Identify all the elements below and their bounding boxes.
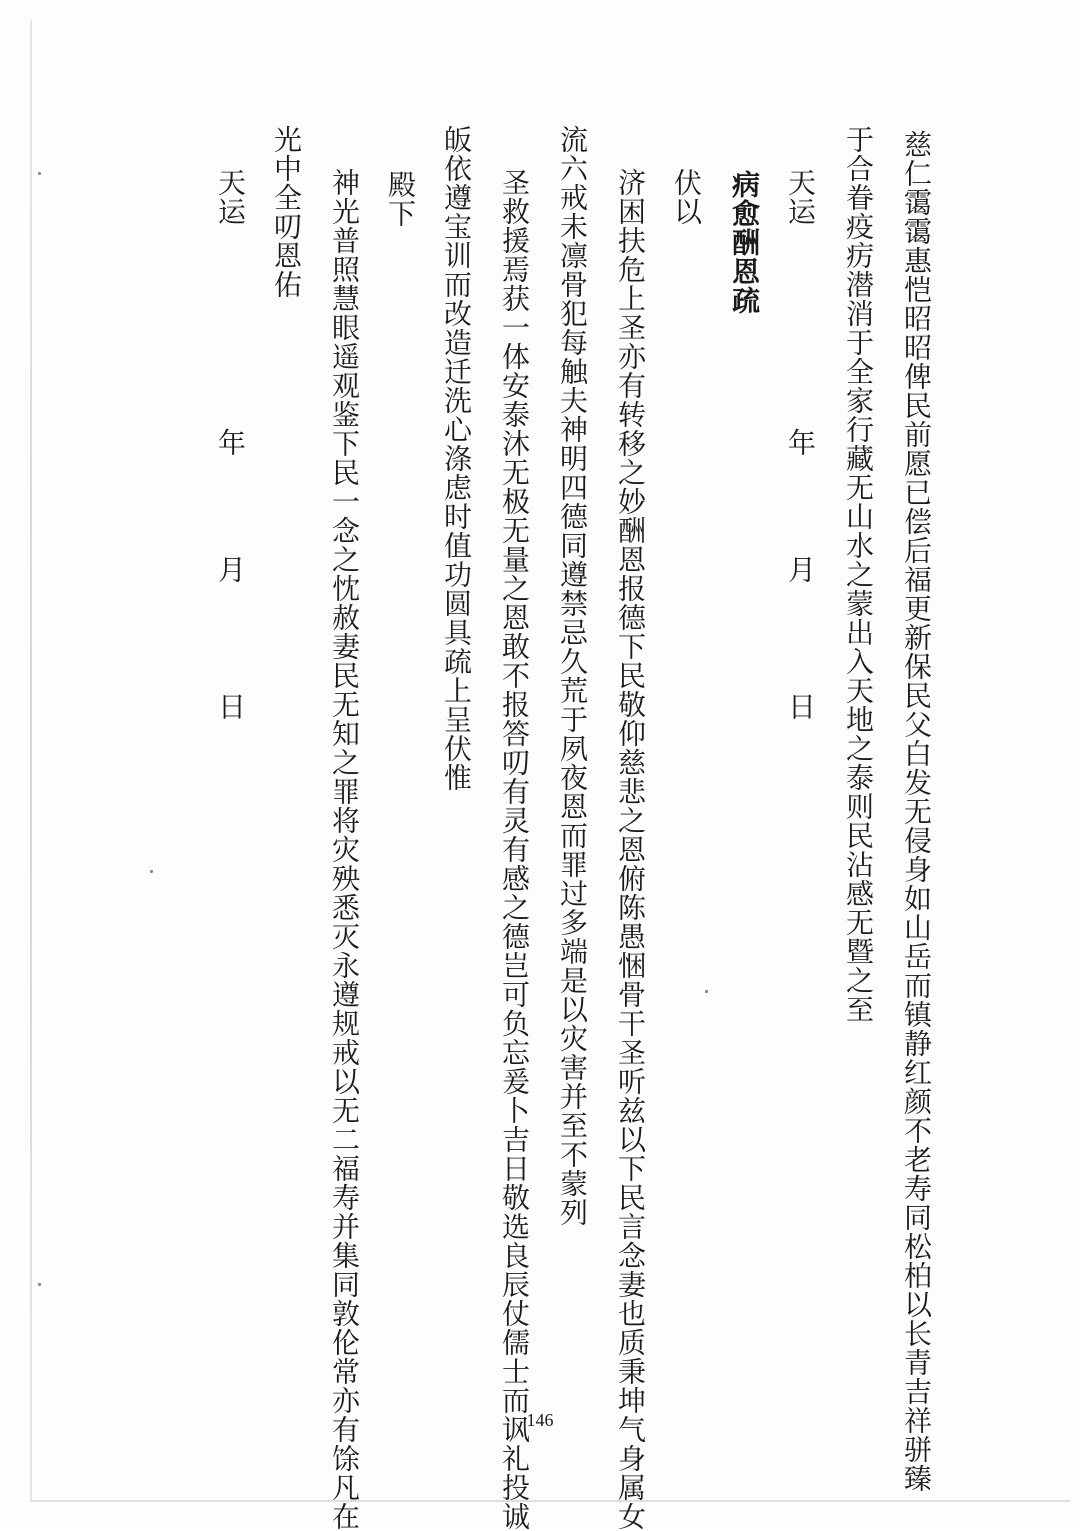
scan-speck xyxy=(705,990,708,993)
date-line-1-tianyun: 天运 xyxy=(784,168,817,226)
text-column-7: 神光普照慧眼遥观鉴下民一念之忱赦妻民无知之罪将灾殃悉灭永遵规戒以无二福寿并集同敦伦常亦有馀凡在 xyxy=(328,168,361,1531)
date-line-1-day: 日 xyxy=(784,692,817,720)
page-bottom-edge xyxy=(30,1500,1070,1502)
text-column-2: 于合眷疫疠潜消于全家行藏无山水之蒙出入天地之泰则民沾感无暨之至 xyxy=(842,125,875,1024)
text-column-fuyi: 伏以 xyxy=(670,168,703,226)
date-line-2-tianyun: 天运 xyxy=(214,168,247,226)
scan-speck xyxy=(38,172,41,175)
text-column-dianxia: 殿下 xyxy=(384,170,417,228)
scan-speck xyxy=(150,870,153,873)
date-line-1-month: 月 xyxy=(784,555,817,583)
date-line-1-year: 年 xyxy=(784,428,817,456)
text-column-5: 圣救援焉获一体安泰沐无极无量之恩敢不报答叨有灵有感之德岂可负忘爰卜吉日敬选良辰仗儒士而讽礼投诚 xyxy=(498,168,531,1531)
text-column-4: 流六戒未凛骨犯每触夫神明四德同遵禁忌久荒于夙夜恩而罪过多端是以灾害并至不蒙列 xyxy=(556,125,589,1227)
text-column-1: 慈仁霭霭惠恺昭昭俾民前愿已偿后福更新保民父白发无侵身如山岳而镇静红颜不老寿同松柏以长青吉祥骈臻 xyxy=(900,130,933,1493)
date-line-2-day: 日 xyxy=(214,692,247,720)
scan-speck xyxy=(38,1283,41,1286)
memorial-title: 病愈酬恩疏 xyxy=(728,170,761,315)
text-column-3: 济困扶危上圣亦有转移之妙酬恩报德下民敬仰慈悲之恩俯陈愚悃骨干圣听兹以下民言念妻也质秉坤气身属女 xyxy=(614,168,647,1531)
text-column-8: 光中全叨恩佑 xyxy=(270,125,303,299)
date-line-2-year: 年 xyxy=(214,428,247,456)
text-column-6: 皈依遵宝训而改造迁洗心涤虑时值功圆具疏上呈伏惟 xyxy=(440,125,473,792)
date-line-2-month: 月 xyxy=(214,555,247,583)
page-left-edge xyxy=(30,20,32,1500)
page-number: 146 xyxy=(526,1410,554,1430)
